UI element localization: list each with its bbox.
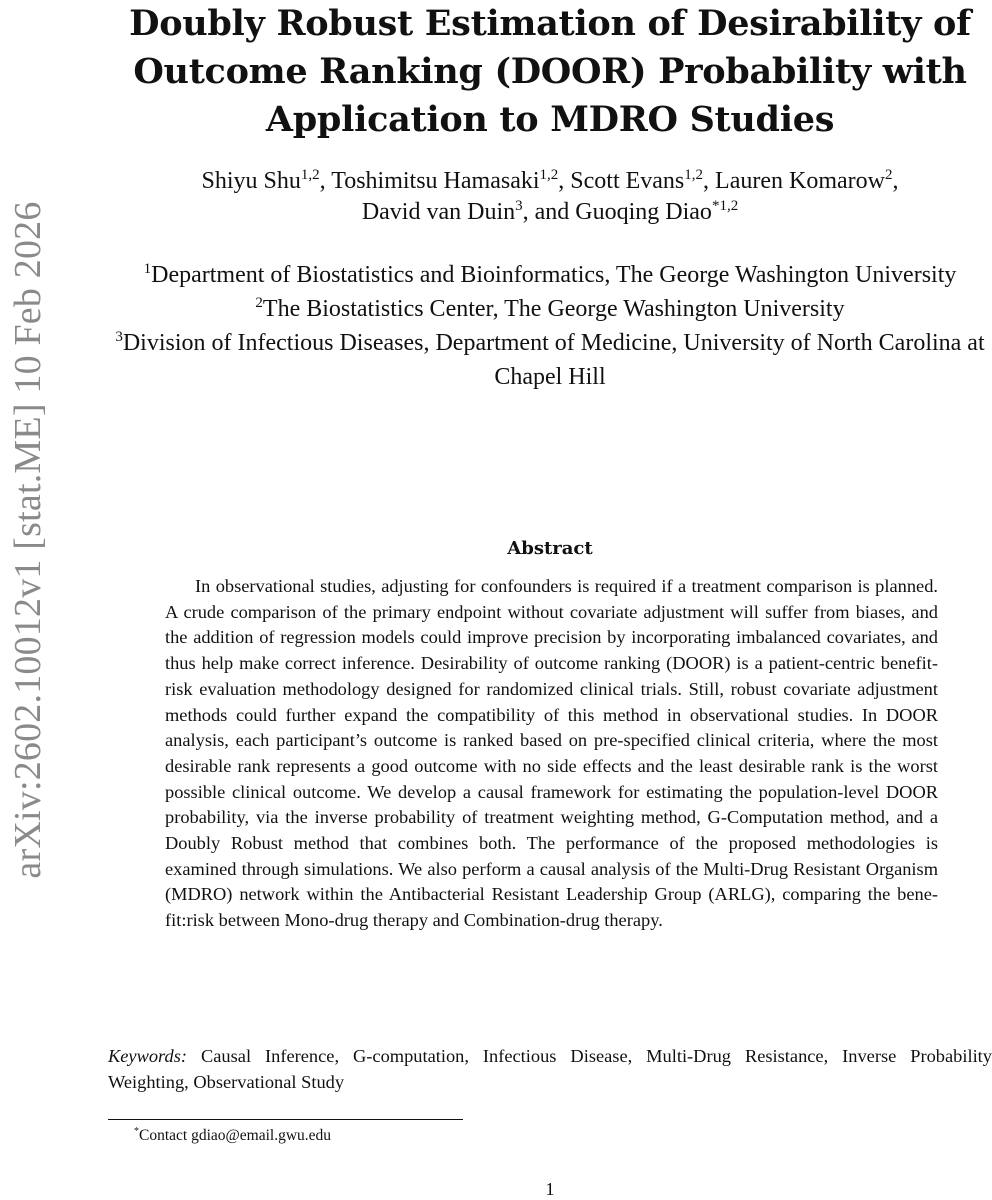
author-separator: , <box>892 168 899 194</box>
affiliation-mark: 3 <box>115 329 123 345</box>
title-line: Outcome Ranking (DOOR) Probability with <box>133 51 967 92</box>
author-name: Scott Evans <box>570 168 685 194</box>
author-list <box>108 166 992 228</box>
abstract-heading: Abstract <box>507 538 593 559</box>
footnote-divider <box>108 1119 463 1120</box>
affiliation-text: Department of Biostatistics and Bioinformatics, The George Washington University <box>151 262 957 288</box>
affiliation-list <box>108 258 992 394</box>
abstract-body: In observational studies, adjusting for confounders is required if a treatment comparison is planned. A crude comparison of the primary endpoint without covariate adjustment will suffer from biases, and the addition of regression models could improve precision by incorporating imbalanced covariates, and thus help make correct inference. Desirability of outcome ranking (DOOR) is a patient-centric benefit-risk evaluation methodology designed for randomized clinical trials. Still, robust covariate adjustment methods could further expand the compatibility of this method in observational studies. In DOOR analysis, each participant’s outcome is ranked based on pre-specified clinical criteria, where the most desirable rank represents a good outcome with no side effects and the least desirable rank is the worst possible clinical outcome. We develop a causal framework for estimating the population-level DOOR probability, via the inverse probability of treatment weighting method, G-Computation method, and a Doubly Robust method that combines both. The performance of the proposed methodologies is examined through simulations. We also perform a causal analysis of the Multi-Drug Resistant Organism (MDRO) network within the Antibacterial Resistant Leadership Group (ARLG), comparing the benefit:risk between Mono-drug therapy and Combination-drug therapy. <box>165 576 938 931</box>
author-affiliation-mark: 1,2 <box>539 167 559 183</box>
footnote-text: Contact gdiao@email.gwu.edu <box>139 1127 332 1144</box>
author-separator: , <box>319 168 332 194</box>
title-line: Doubly Robust Estimation of Desirability of <box>129 3 971 44</box>
footnote <box>134 1126 331 1146</box>
affiliation-mark: 2 <box>255 295 263 311</box>
author-affiliation-mark: 1,2 <box>684 167 704 183</box>
affiliation-text: Division of Infectious Diseases, Department of Medicine, University of North Carolina at Chapel Hill <box>122 330 985 390</box>
affiliation-text: The Biostatistics Center, The George Washington University <box>262 296 845 322</box>
footnote-mark: * <box>134 1126 139 1137</box>
author-name: David van Duin <box>361 199 516 225</box>
keywords-text: Causal Inference, G-computation, Infectious Disease, Multi-Drug Resistance, Inverse Probability Weighting, Observational Study <box>108 1046 992 1092</box>
affiliation-item <box>108 326 992 394</box>
author-affiliation-mark: 1,2 <box>300 167 320 183</box>
author-separator: , <box>703 168 716 194</box>
affiliation-mark: 1 <box>143 261 152 277</box>
arxiv-identifier-stamp: arXiv:2602.10012v1 [stat.ME] 10 Feb 2026 <box>7 201 49 879</box>
author-name: Lauren Komarow <box>715 168 885 194</box>
keywords-section <box>108 1043 992 1095</box>
author-affiliation-mark: 3 <box>515 198 523 214</box>
author-separator: , <box>558 168 571 194</box>
title-line: Application to MDRO Studies <box>265 99 835 140</box>
keywords-label: Keywords: <box>108 1046 188 1066</box>
affiliation-item <box>108 292 992 326</box>
author-affiliation-mark: *1,2 <box>711 198 739 214</box>
author-separator: , and <box>522 199 576 225</box>
paper-title <box>108 0 992 144</box>
affiliation-item <box>108 258 992 292</box>
author-name: Toshimitsu Hamasaki <box>331 168 540 194</box>
author-affiliation-mark: 2 <box>884 167 893 183</box>
author-name: Shiyu Shu <box>201 168 301 194</box>
author-name: Guoqing Diao <box>575 199 712 225</box>
page-number: 1 <box>545 1179 555 1199</box>
